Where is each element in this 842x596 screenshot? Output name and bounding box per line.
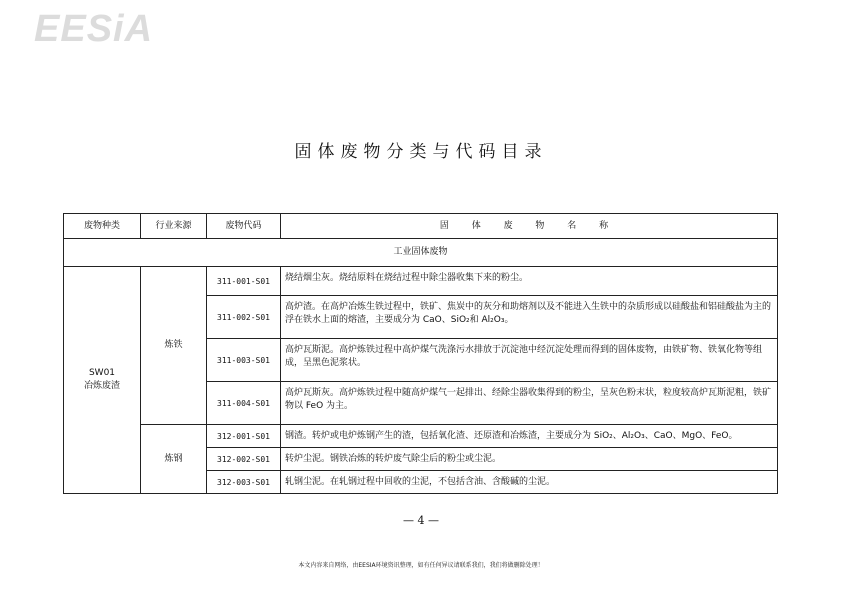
waste-description: 钢渣。转炉或电炉炼钢产生的渣，包括氧化渣、还原渣和冶炼渣，主要成分为 SiO₂、Al₂O₃、CaO、MgO、FeO。 [281,425,778,448]
waste-code: 312-002-S01 [207,448,281,471]
header-industry-source: 行业来源 [141,214,207,239]
section-row [64,239,778,267]
table-row [64,267,778,296]
waste-code: 312-003-S01 [207,471,281,494]
waste-code: 311-003-S01 [207,339,281,382]
waste-description: 轧钢尘泥。在轧钢过程中回收的尘泥，不包括含油、含酸碱的尘泥。 [281,471,778,494]
table-row [64,425,778,448]
header-category: 废物种类 [64,214,141,239]
footer-disclaimer: 本文内容来自网络，由EESIA环境资讯整理，如有任何异议请联系我们，我们将做删除处理！ [298,562,544,569]
header-waste-code: 废物代码 [207,214,281,239]
industry-source-ironmaking: 炼铁 [141,267,207,425]
waste-code: 311-004-S01 [207,382,281,425]
waste-description: 烧结烟尘灰。烧结原料在烧结过程中除尘器收集下来的粉尘。 [281,267,778,296]
table-header-row [64,214,778,239]
waste-description: 高炉瓦斯泥。高炉炼铁过程中高炉煤气洗涤污水排放于沉淀池中经沉淀处理而得到的固体废物，由铁矿物、铁氧化物等组成，呈黑色泥浆状。 [281,339,778,382]
industry-source-steelmaking: 炼钢 [141,425,207,494]
category-code: SW01 [88,368,116,378]
category-name: 冶炼废渣 [83,381,120,391]
waste-description: 转炉尘泥。钢铁冶炼的转炉废气除尘后的粉尘或尘泥。 [281,448,778,471]
waste-code: 312-001-S01 [207,425,281,448]
section-title: 工业固体废物 [64,239,778,267]
waste-description: 高炉渣。在高炉冶炼生铁过程中，铁矿、焦炭中的灰分和助熔剂以及不能进入生铁中的杂质形成以硅酸盐和铝硅酸盐为主的浮在铁水上面的熔渣，主要成分为 CaO、SiO₂和 Al₂O₃。 [281,296,778,339]
page-number: — 4 — [403,514,439,527]
waste-description: 高炉瓦斯灰。高炉炼铁过程中随高炉煤气一起排出、经除尘器收集得到的粉尘，呈灰色粉末状，粒度较高炉瓦斯泥粗，铁矿物以 FeO 为主。 [281,382,778,425]
header-waste-name: 固 体 废 物 名 称 [281,214,778,239]
eesia-watermark-logo: EESiA [34,8,154,50]
waste-category-cell [64,267,141,494]
waste-catalog-table [63,213,778,494]
page-title: 固体废物分类与代码目录 [294,142,548,162]
waste-code: 311-001-S01 [207,267,281,296]
waste-code: 311-002-S01 [207,296,281,339]
